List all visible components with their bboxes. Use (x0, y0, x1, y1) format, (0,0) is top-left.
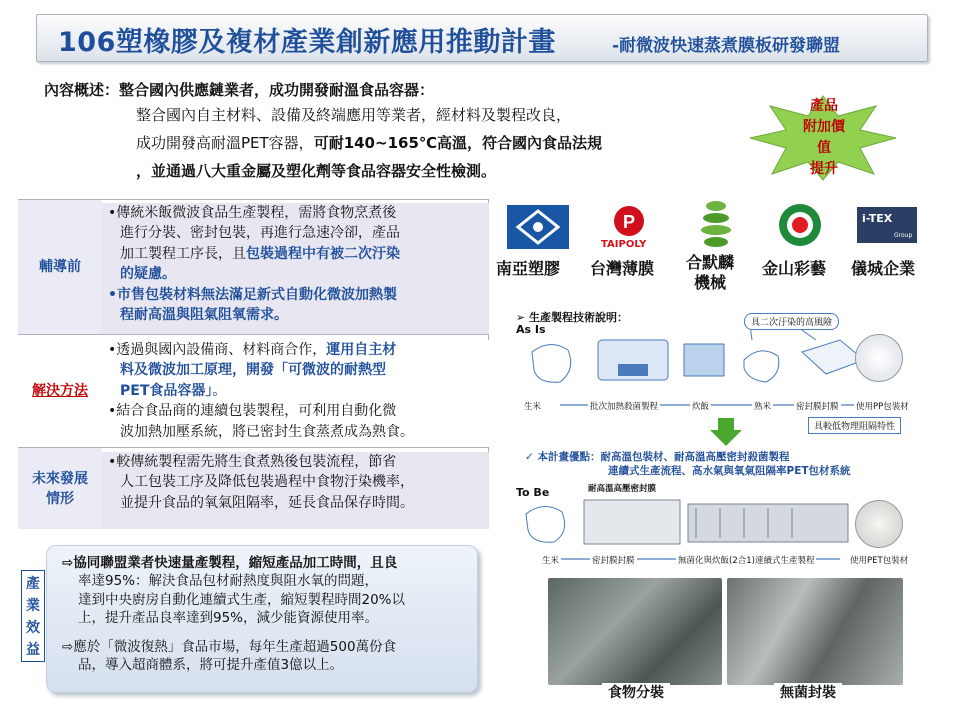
page-title: 106塑橡膠及複材產業創新應用推動計畫 (58, 27, 556, 58)
benefit-p1-line1: ⇨協同聯盟業者快速量產製程，縮短產品加工時間，且良 (62, 555, 398, 571)
tobe-step-3: 無菌化與炊飯(2合1)連續式生產製程 (678, 556, 815, 566)
future-line3: 並提升食品的氧氣阻隔率，延長食品保存時間。 (120, 494, 414, 511)
risk-note: 具二次汙染的高風險 (744, 313, 839, 330)
before-line3a: 加工製程工序長，且 (120, 245, 246, 262)
before-line5: •市售包裝材料無法滿足新式自動化微波加熱製 (108, 286, 397, 303)
benefit-tag-3: 效 (26, 620, 40, 636)
benefit-p1-line3: 達到中央廚房自動化連續式生產，縮短製程時間20%以 (78, 591, 406, 608)
process-heading: ➢ 生產製程技術說明： (516, 311, 629, 324)
logo-label-nanya: 南亞塑膠 (496, 259, 561, 278)
benefit-tag-4: 益 (26, 642, 40, 658)
row-body-solution (102, 340, 489, 447)
hemoling-line2: 機械 (694, 273, 727, 292)
badge-line3: 提升 (810, 161, 838, 177)
benefit-tag-1: 產 (26, 576, 40, 592)
future-label-2: 情形 (46, 490, 74, 507)
asis-step-4: 熟米 (754, 402, 772, 412)
itex-mark: i-TEX (862, 212, 893, 225)
hemoling-line1: 合默麟 (686, 253, 735, 272)
tobe-step-4: 使用PET包裝材 (850, 556, 909, 566)
row-body-before (102, 203, 489, 334)
taipoly-mark: TAIPOLY (601, 239, 647, 250)
food-packing-photo (548, 578, 722, 685)
advantage-line1: ✓ 本計畫優點：耐高溫包裝材、耐高溫高壓密封殺菌製程 (525, 451, 790, 463)
svg-text:P: P (622, 212, 636, 232)
benefit-paragraph-1 (62, 554, 405, 628)
future-line1: •較傳統製程需先將生食煮熟後包裝流程，節省 (108, 454, 397, 470)
benefit-paragraph-2 (62, 638, 396, 675)
logo-label-taipoly: 台灣薄膜 (590, 259, 655, 278)
before-line6: 程耐高溫與阻氣阻氧需求。 (120, 307, 288, 324)
benefit-p1-line2: 率達95%：解決食品包材耐熱度與阻水氧的問題， (78, 573, 379, 590)
overview-line2 (136, 132, 602, 154)
row-label-solution: 解決方法 (18, 335, 102, 447)
to-be-diagram (520, 494, 850, 554)
as-is-label: As Is (516, 323, 546, 336)
benefit-p2-line2: 品，導入超商體系，將可提升產值3億以上。 (78, 657, 344, 674)
before-line3 (108, 244, 489, 264)
overview-line2b: 可耐140~165℃高溫，符合國內食品法規 (313, 134, 603, 152)
before-line4: 的疑慮。 (120, 266, 176, 283)
asis-step-5: 密封膜封膜 (796, 402, 839, 412)
pet-container-photo (855, 500, 903, 548)
row-label-future (18, 448, 102, 529)
hemoling-logo-icon (699, 198, 733, 254)
overview-colon: ： (419, 81, 435, 99)
asis-step-3: 炊飯 (692, 402, 710, 412)
sterile-sealing-photo (727, 578, 903, 685)
benefit-tag-2: 業 (26, 598, 40, 614)
value-star-text (800, 96, 848, 180)
before-line3b: 包裝過程中有被二次汙染 (246, 245, 400, 262)
pp-container-photo (855, 334, 903, 382)
solution-line1a: •透過與國內設備商、材料商合作， (108, 342, 327, 358)
benefit-tag (21, 570, 45, 662)
solution-line2: 料及微波加工原理，開發「可微波的耐熱型 (120, 362, 386, 379)
jinshan-logo-icon (777, 202, 823, 248)
itex-mark-sub: Group (894, 232, 913, 239)
page-subtitle: -耐微波快速蒸煮膜板研發聯盟 (612, 36, 841, 56)
tobe-step-2: 密封膜封膜 (592, 556, 635, 566)
badge-line2: 附加價值 (803, 119, 845, 156)
logo-label-jinshan: 金山彩藝 (762, 259, 827, 278)
solution-line3a: PET食品容器」 (120, 382, 213, 399)
row-label-before: 輔導前 (18, 200, 102, 334)
benefit-p2-line1: ⇨應於「微波復熱」食品市場，每年生產超過500萬份食 (62, 639, 397, 655)
overview-line1: 整合國內自主材料、設備及終端應用等業者，經材料及製程改良， (136, 106, 572, 124)
row-body-future (102, 452, 489, 529)
low-barrier-note: 具較低物理阻隔特性 (808, 417, 901, 434)
tobe-step-1: 生米 (542, 556, 560, 566)
logo-label-itex: 儀城企業 (851, 259, 916, 278)
nanya-logo-icon (507, 205, 569, 249)
down-arrow-icon (708, 418, 744, 446)
future-line2: 人工包裝工序及降低包裝過程中食物汙染機率， (120, 474, 414, 491)
tobe-top-label: 耐高溫高壓密封膜 (588, 484, 657, 494)
as-is-flow-line (520, 398, 910, 412)
benefit-p1-line4: 上，提升產品良率達到95%，減少能資源使用率。 (78, 610, 379, 627)
solution-line1 (108, 340, 489, 360)
solution-line3b: 。 (212, 382, 227, 399)
overview-headline (44, 79, 434, 101)
caption-food-packing: 食物分裝 (602, 683, 670, 703)
overview-line3: ，並通過八大重金屬及塑化劑等食品容器安全性檢測。 (136, 162, 497, 180)
advantage-line2: 連續式生產流程、高水氣與氧氣阻隔率PET包材系統 (608, 465, 851, 477)
asis-step-6: 使用PP包裝材 (856, 402, 909, 412)
solution-line1b: 運用自主材 (326, 342, 397, 358)
as-is-diagram (520, 330, 910, 402)
asis-step-2: 批次加熱殺菌製程 (590, 402, 659, 412)
overview-label: 內容概述： (44, 81, 120, 99)
logo-label-hemoling (686, 253, 734, 293)
before-line2: 進行分裝、密封包裝，再進行急速冷卻，產品 (120, 225, 400, 242)
solution-line5: 波加熱加壓系統，將已密封生食蒸煮成為熟食。 (120, 423, 414, 440)
before-line1: •傳統米飯微波食品生產製程，需將食物烹煮後 (108, 205, 397, 221)
overview-line2a: 成功開發高耐溫PET容器， (136, 134, 314, 152)
solution-line4: •結合食品商的連續包裝製程，可利用自動化微 (108, 403, 397, 420)
future-label-1: 未來發展 (32, 470, 88, 487)
solution-line3 (108, 381, 489, 401)
badge-line1: 產品 (810, 98, 838, 114)
asis-step-1: 生米 (524, 402, 542, 412)
to-be-label: To Be (516, 486, 550, 499)
overview-headline-text: 整合國內供應鏈業者，成功開發耐溫食品容器 (119, 81, 420, 99)
caption-sterile-sealing: 無菌封裝 (774, 683, 842, 703)
